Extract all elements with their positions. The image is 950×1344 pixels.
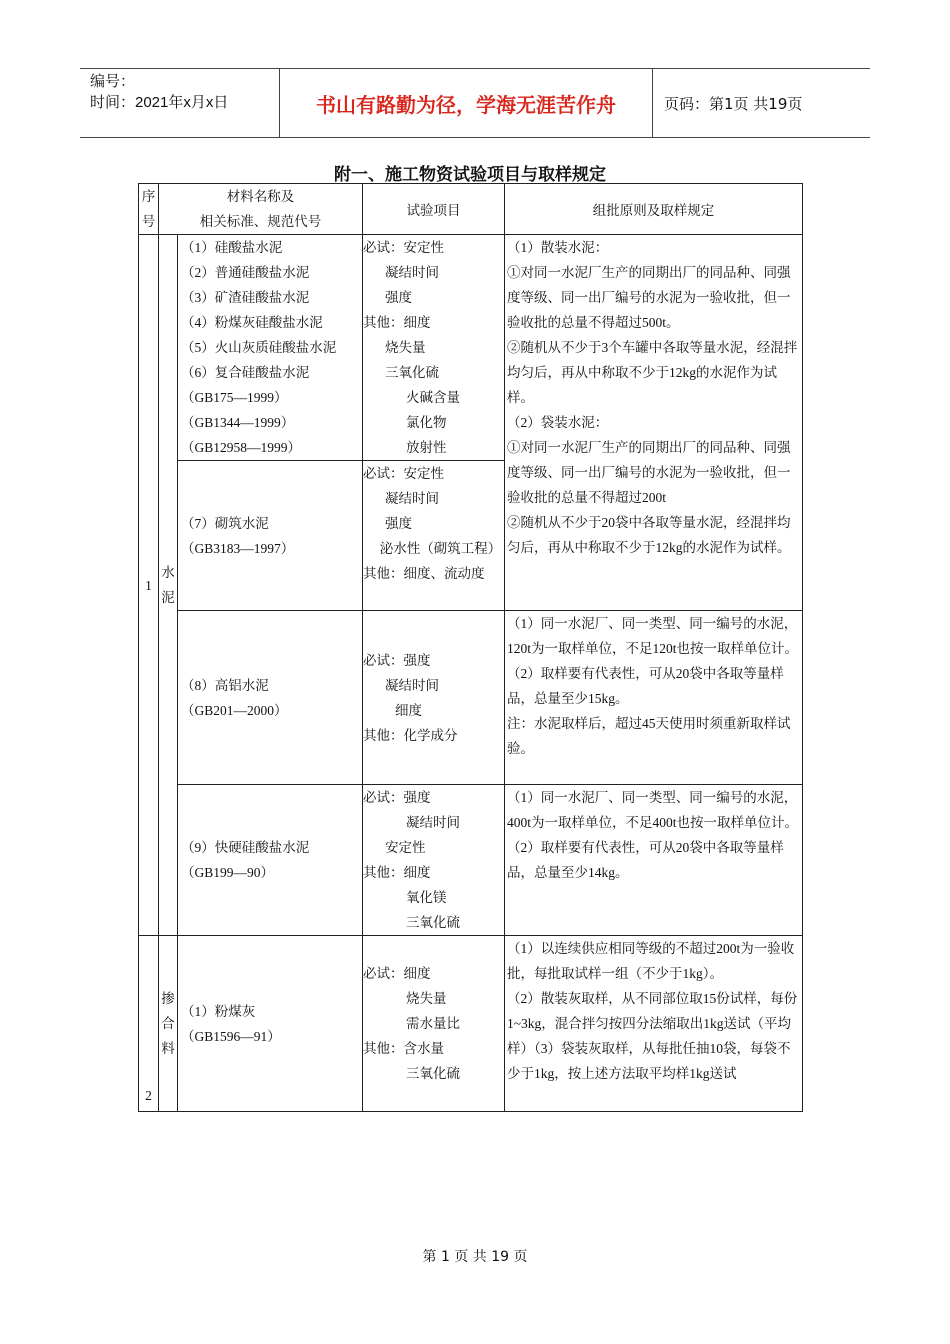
test-cell: 必试：强度 凝结时间 细度 其他：化学成分 [363, 611, 505, 785]
header-seq: 序 号 [139, 184, 159, 235]
category-admixture: 掺 合 料 [159, 936, 178, 1112]
table-row [139, 611, 803, 785]
table-row [139, 785, 803, 936]
page-footer: 第 1 页 共 19 页 [422, 1249, 528, 1265]
header-rule: 组批原则及取样规定 [505, 184, 803, 235]
doc-time-label: 时间：2021年x月x日 [90, 94, 229, 111]
rule-cell-shared: （1）散装水泥： ①对同一水泥厂生产的同期出厂的同品种、同强度等级、同一出厂编号的水泥为一验收批，但一验收批的总量不得超过500t。 ②随机从不少于3个车罐中各取等量水泥，经混拌均匀后，再从中称取不少于12kg的水泥作为试样。 （2）袋装水泥： ①对同一水泥厂生产的同期出厂的同品种、同强度等级、同一出厂编号的水泥为一验收批，但一验收批的总量不得超过200t ②随机从不少于20袋中各取等量水泥，经混拌均匀后，再从中称取不少于12kg的水泥作为试样。 [505, 235, 803, 611]
rule-cell: （1）以连续供应相同等级的不超过200t为一验收批，每批取试样一组（不少于1kg）。 （2）散装灰取样，从不同部位取15份试样，每份1~3kg，混合拌匀按四分法缩取出1kg送试（平均样）（3）袋装灰取样，从每批任抽10袋，每袋不少于1kg，按上述方法取平均样1kg送试 [505, 936, 803, 1112]
test-cell: 必试：强度 凝结时间 安定性 其他：细度 氧化镁 三氧化硫 [363, 785, 505, 936]
material-cell: （9）快硬硅酸盐水泥 （GB199—90） [178, 785, 363, 936]
page-header [80, 68, 870, 138]
header-motto: 书山有路勤为径，学海无涯苦作舟 [280, 69, 653, 137]
materials-test-table [138, 183, 803, 1112]
seq-cell-1: 1 [139, 235, 159, 936]
table-header-row [139, 184, 803, 235]
material-cell: （1）硅酸盐水泥 （2）普通硅酸盐水泥 （3）矿渣硅酸盐水泥 （4）粉煤灰硅酸盐水泥 （5）火山灰质硅酸盐水泥 （6）复合硅酸盐水泥 （GB175—1999） （GB1344—1999） （GB12958—1999） [178, 235, 363, 461]
material-cell: （8）高铝水泥 （GB201—2000） [178, 611, 363, 785]
header-meta [80, 69, 280, 137]
rule-cell: （1）同一水泥厂、同一类型、同一编号的水泥，120t为一取样单位，不足120t也按一取样单位计。 （2）取样要有代表性，可从20袋中各取等量样品，总量至少15kg。 注：水泥取样后，超过45天使用时须重新取样试验。 [505, 611, 803, 785]
doc-code-label: 编号： [90, 73, 136, 90]
document-title: 附一、施工物资试验项目与取样规定 [334, 165, 606, 185]
test-cell: 必试：安定性 凝结时间 强度 其他：细度 烧失量 三氧化硫 火碱含量 氯化物 放射性 [363, 235, 505, 461]
header-material: 材料名称及 相关标准、规范代号 [159, 184, 363, 235]
material-cell: （1）粉煤灰 （GB1596—91） [178, 936, 363, 1112]
header-page-info: 页码：第1页 共19页 [664, 94, 803, 113]
table-row [139, 936, 803, 1112]
header-test: 试验项目 [363, 184, 505, 235]
rule-cell: （1）同一水泥厂、同一类型、同一编号的水泥，400t为一取样单位，不足400t也按一取样单位计。 （2）取样要有代表性，可从20袋中各取等量样品，总量至少14kg。 [505, 785, 803, 936]
test-cell: 必试：安定性 凝结时间 强度 泌水性（砌筑工程） 其他：细度、流动度 [363, 461, 505, 611]
seq-cell-2: 2 [139, 936, 159, 1112]
test-cell: 必试：细度 烧失量 需水量比 其他：含水量 三氧化硫 [363, 936, 505, 1112]
table-row [139, 235, 803, 461]
material-cell: （7）砌筑水泥 （GB3183—1997） [178, 461, 363, 611]
category-cement: 水 泥 [159, 235, 178, 936]
